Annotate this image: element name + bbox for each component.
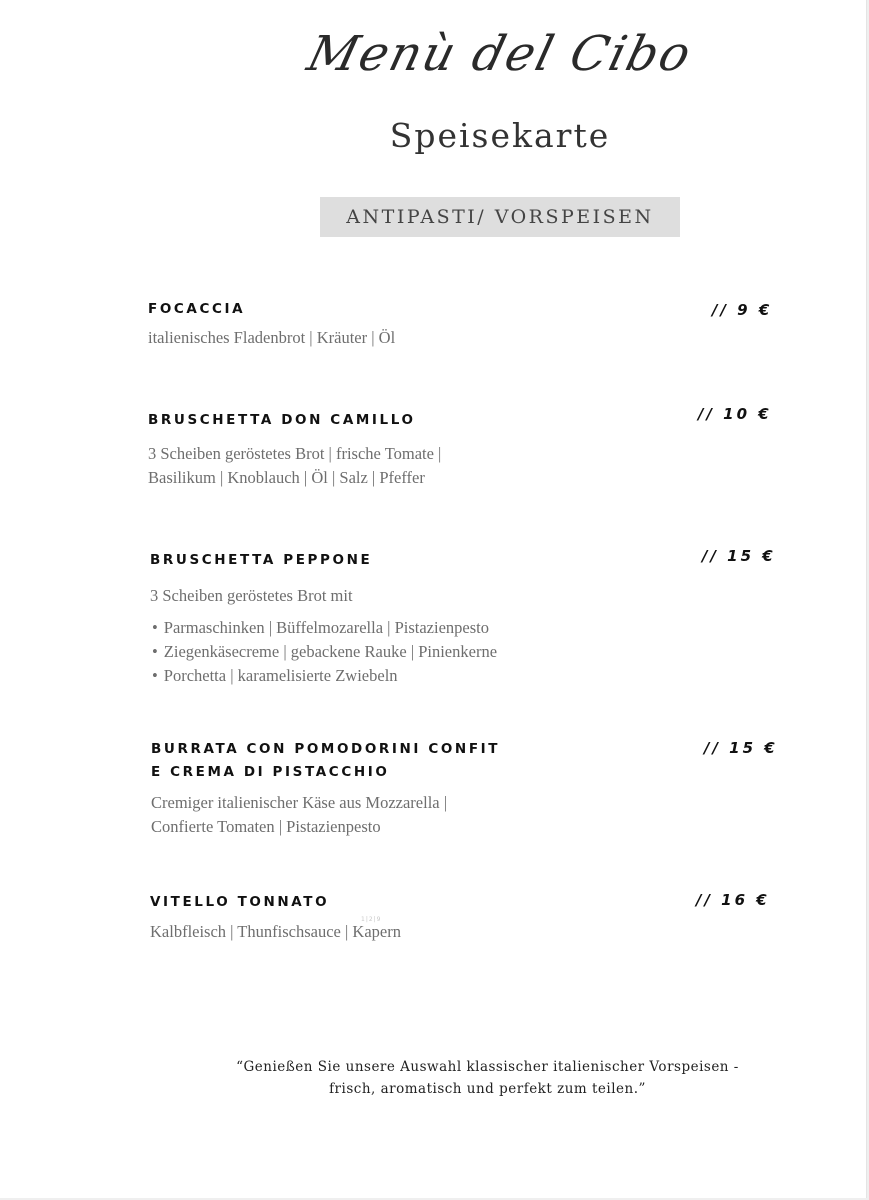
item-name-line: BRUSCHETTA PEPPONE	[150, 552, 373, 568]
item-description-line: Kalbfleisch | Thunfischsauce | Kapern	[150, 922, 401, 941]
item-name-line: VITELLO TONNATO	[150, 894, 330, 910]
item-price: // 15 €	[702, 547, 776, 565]
item-description	[150, 920, 401, 944]
list-item: • Parmaschinken | Büffelmozarella | Pistazienpesto	[152, 616, 497, 640]
item-description	[148, 442, 441, 490]
item-description-line: 3 Scheiben geröstetes Brot | frische Tomate |	[148, 444, 442, 463]
item-price: // 10 €	[698, 405, 772, 423]
item-description-line: Confierte Tomaten | Pistazienpesto	[151, 817, 381, 836]
section-heading: ANTIPASTI/ VORSPEISEN	[320, 197, 680, 237]
list-item: • Porchetta | karamelisierte Zwiebeln	[152, 664, 497, 688]
item-description-line: 3 Scheiben geröstetes Brot mit	[150, 586, 353, 605]
item-name-line: FOCACCIA	[148, 301, 246, 317]
item-name	[148, 298, 245, 321]
quote-line: “Genießen Sie unsere Auswahl klassischer italienischer Vorspeisen -	[236, 1059, 739, 1075]
item-price: // 16 €	[696, 891, 770, 909]
item-price: // 9 €	[712, 301, 773, 319]
item-price: // 15 €	[704, 739, 778, 757]
item-name	[148, 409, 416, 432]
script-title: Menù del Cibo	[301, 26, 699, 82]
item-name	[150, 891, 329, 914]
closing-quote	[200, 1056, 775, 1100]
item-description	[151, 791, 447, 839]
item-name	[151, 738, 500, 784]
item-description-line: Cremiger italienischer Käse aus Mozzarella |	[151, 793, 448, 812]
item-name-line: BRUSCHETTA DON CAMILLO	[148, 412, 416, 428]
item-option-list	[152, 616, 497, 688]
item-description	[150, 584, 353, 608]
page-marker: 1|2|9	[361, 916, 382, 923]
item-name-line: BURRATA CON POMODORINI CONFIT	[151, 741, 501, 757]
item-name-line: E CREMA DI PISTACCHIO	[151, 764, 390, 780]
quote-line: frisch, aromatisch und perfekt zum teilen.”	[329, 1081, 646, 1097]
item-description	[148, 326, 395, 350]
item-description-line: Basilikum | Knoblauch | Öl | Salz | Pfeffer	[148, 468, 425, 487]
page-subtitle: Speisekarte	[389, 116, 611, 155]
item-description-line: italienisches Fladenbrot | Kräuter | Öl	[148, 328, 396, 347]
item-name	[150, 549, 372, 572]
list-item: • Ziegenkäsecreme | gebackene Rauke | Pinienkerne	[152, 640, 497, 664]
